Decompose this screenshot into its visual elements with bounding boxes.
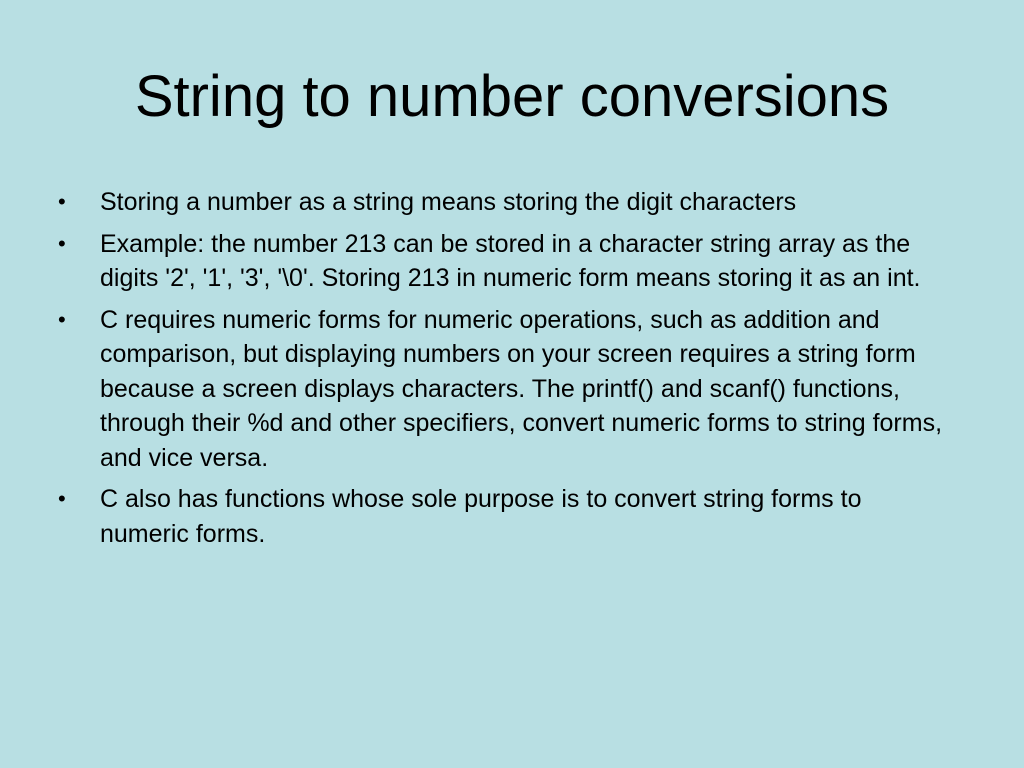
bullet-text: C requires numeric forms for numeric operations, such as addition and comparison, but displaying numbers on your screen requires a string form because a screen displays characters. The printf() and scanf() functions, through their %d and other specifiers, convert numeric forms to string forms, and vice versa.	[100, 305, 943, 472]
bullet-text: Example: the number 213 can be stored in a character string array as the digits '2', '1', '3', '\0'. Storing 213 in numeric form means storing it as an int.	[100, 229, 921, 292]
bullet-text: Storing a number as a string means storing the digit characters	[100, 188, 797, 216]
bullet-item	[56, 185, 956, 220]
bullet-item	[56, 303, 956, 476]
bullet-list	[56, 185, 956, 558]
bullet-marker: •	[58, 189, 66, 214]
bullet-marker: •	[58, 486, 66, 511]
slide-title: String to number conversions	[134, 64, 890, 129]
bullet-marker: •	[58, 230, 66, 256]
bullet-marker: •	[58, 306, 66, 332]
bullet-item	[56, 482, 956, 551]
bullet-item	[56, 227, 956, 296]
bullet-text: C also has functions whose sole purpose is to convert string forms to numeric forms.	[100, 485, 862, 548]
